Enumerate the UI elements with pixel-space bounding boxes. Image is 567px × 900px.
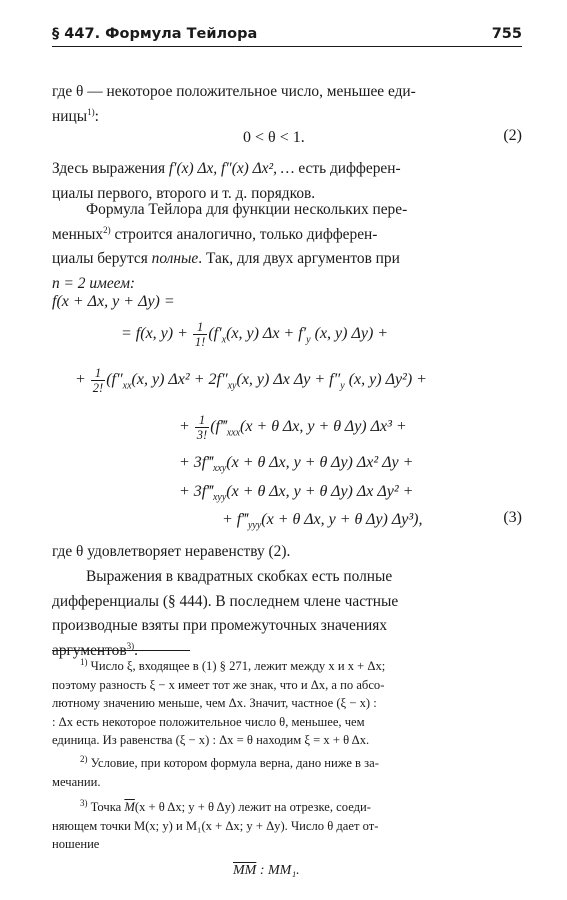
formula-line	[179, 452, 413, 480]
text-line: ницы	[52, 107, 88, 125]
emphasis: полные	[151, 250, 199, 268]
formula-line	[179, 413, 407, 444]
page-number: 755	[491, 26, 522, 42]
footnote-mark: 1)	[80, 656, 88, 667]
formula-line	[179, 481, 413, 509]
footnote-mark: 2)	[80, 753, 88, 764]
text-line: :	[94, 107, 99, 125]
text-line: . Так, для двух аргументов при	[198, 250, 400, 268]
subscript: y	[340, 380, 345, 392]
text-line: Формула Тейлора для функции нескольких пере-	[86, 201, 408, 218]
text-line: n = 2 имеем:	[52, 274, 136, 292]
subscript: xxy	[212, 463, 227, 475]
subscript: x	[221, 334, 227, 346]
formula-part: (x, y) Δy) +	[310, 325, 389, 343]
fraction	[193, 320, 207, 349]
text-line: менных	[52, 225, 104, 243]
footnote-ref: 3)	[126, 640, 135, 651]
formula-part: (f′	[208, 325, 222, 343]
segment-MbarM: $\overline{MM}$	[233, 863, 257, 878]
fraction-denominator: 3!	[196, 428, 208, 442]
paragraph-theta-condition	[52, 540, 522, 565]
inline-formula: f′(x) Δx, f″(x) Δx², …	[168, 160, 295, 177]
text-line: есть дифферен-	[294, 160, 401, 177]
fraction-denominator: 2!	[92, 381, 104, 395]
text-line: производные взяты при промежуточных значениях	[52, 617, 388, 635]
subscript: xx	[122, 380, 132, 392]
text-line: дифференциалы (§ 444). В последнем члене частные	[52, 592, 399, 610]
footnote-ref: 1)	[87, 106, 95, 117]
section-title: § 447. Формула Тейлора	[52, 26, 258, 42]
running-header	[52, 24, 522, 47]
formula-part: = f(x, y) +	[121, 325, 192, 343]
point-M-bar: $\overline{M}$	[124, 800, 135, 814]
subscript: xyy	[212, 492, 227, 504]
formula-part: (f″	[106, 371, 123, 389]
formula-part: (x + θ Δx, y + θ Δy) Δx³ +	[240, 418, 407, 436]
text-line: Выражения в квадратных скобках есть полные	[86, 568, 393, 585]
formula-line	[75, 366, 427, 397]
formula-part: (x, y) Δx Δy + f″	[236, 371, 341, 389]
formula-part: (x, y) Δy²) +	[344, 371, 427, 389]
formula-part: (x + θ Δx, y + θ Δy) Δy³),	[261, 511, 423, 528]
formula-part: (x + θ Δx, y + θ Δy) Δx Δy² +	[226, 483, 414, 500]
fraction-numerator: 1	[195, 413, 209, 428]
fraction-numerator: 1	[91, 366, 105, 381]
text-line: Число ξ, входящее в (1) § 271, лежит между x и x + Δx;	[90, 659, 386, 673]
text-line: лютному значению меньше, чем Δx. Значит, частное (ξ − x) :	[52, 696, 377, 711]
fraction-numerator: 1	[193, 320, 207, 335]
fraction	[195, 413, 209, 442]
text-line: где θ — некоторое положительное число, меньшее еди-	[52, 83, 416, 100]
paragraph-theta-definition	[52, 80, 522, 129]
footnote-1	[52, 657, 522, 750]
formula-part: (x, y) Δx + f′	[226, 325, 307, 343]
formula-part: (x + θ Δx, y + θ Δy) Δx² Δy +	[226, 454, 414, 471]
text-line: единица. Из равенства (ξ − x) : Δx = θ находим ξ = x + θ Δx.	[52, 733, 370, 748]
subscript: yyy	[247, 520, 262, 532]
text-line: (x + θ Δx; y + θ Δy) лежит на отрезке, соеди-	[134, 800, 371, 814]
text-line: циалы берутся	[52, 250, 152, 268]
text-line: .	[134, 641, 138, 659]
text-line: Точка	[90, 800, 125, 814]
footnote-2	[52, 754, 522, 791]
footnote-3	[52, 798, 522, 854]
footnote-ref: 2)	[103, 224, 111, 235]
text-line: Условие, при котором формула верна, дано ниже в за-	[90, 756, 379, 770]
formula-line: f(x + Δx, y + Δy) =	[52, 293, 175, 310]
formula-line	[222, 509, 423, 537]
subscript: xy	[227, 380, 237, 392]
fraction-denominator: 1!	[194, 335, 206, 349]
formula-line	[121, 320, 388, 351]
text-line: ношение	[52, 837, 100, 852]
text-line: аргументов	[52, 641, 127, 659]
text-line: поэтому разность ξ − x имеет тот же знак, что и Δx, а по абсо-	[52, 677, 385, 692]
paragraph-full-differentials	[52, 565, 522, 663]
subscript: y	[306, 334, 311, 346]
formula-part: (x, y) Δx² + 2f″	[131, 371, 228, 389]
text-line: : Δx есть некоторое положительное число θ, меньшее, чем	[52, 714, 365, 729]
text-line: строится аналогично, только дифферен-	[110, 225, 378, 243]
fraction	[91, 366, 105, 395]
text-line: мечании.	[52, 774, 101, 789]
formula-part: + 3f‴	[179, 483, 213, 500]
text-line: циалы первого, второго и т. д. порядков.	[52, 184, 316, 202]
footnote-separator	[52, 650, 190, 651]
text-line: где θ удовлетворяет неравенству (2).	[52, 543, 291, 560]
ratio-formula	[233, 860, 300, 882]
formula-part: +	[75, 371, 90, 389]
formula-part: + 3f‴	[179, 454, 213, 471]
footnote-mark: 3)	[80, 797, 88, 808]
equation-number: (3)	[503, 509, 522, 526]
inequality-2: 0 < θ < 1.	[243, 129, 305, 146]
subscript: xxx	[226, 427, 241, 439]
formula-part: (f‴	[210, 418, 227, 436]
text-line: Здесь выражения	[52, 160, 169, 177]
text-line: няющем точки M(x; y) и M₁(x + Δx; y + Δy). Число θ дает от-	[52, 818, 379, 833]
formula-part: +	[179, 418, 194, 436]
formula-part: : MM₁.	[256, 863, 300, 878]
formula-part: + f‴	[222, 511, 248, 528]
equation-number: (2)	[503, 127, 522, 144]
paragraph-multivariable	[52, 198, 522, 296]
